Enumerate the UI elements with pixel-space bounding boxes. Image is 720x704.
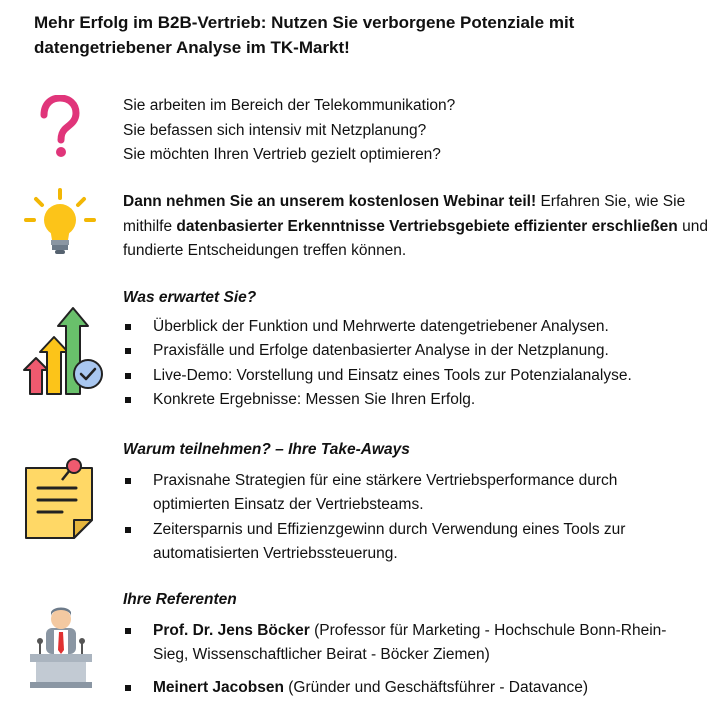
expect-list bbox=[123, 315, 713, 413]
invite-text-2: und fundierte Entscheidungen treffen können. bbox=[123, 217, 708, 259]
takeaways-heading: Warum teilnehmen? – Ihre Take-Aways bbox=[123, 441, 410, 458]
sticky-note-icon bbox=[22, 458, 98, 547]
list-item: Konkrete Ergebnisse: Messen Sie Ihren Erfolg. bbox=[123, 388, 713, 413]
expect-heading: Was erwartet Sie? bbox=[123, 289, 257, 306]
invite-text bbox=[123, 190, 713, 264]
speaker-name: Prof. Dr. Jens Böcker bbox=[153, 621, 310, 639]
speakers-list bbox=[123, 619, 713, 701]
page-title: Mehr Erfolg im B2B-Vertrieb: Nutzen Sie verborgene Potenziale mit datengetriebener Analyse im TK-Markt! bbox=[34, 13, 575, 57]
growth-chart-icon bbox=[22, 304, 106, 401]
speaker-detail: (Professor für Marketing - Hochschule Bonn-Rhein-Sieg, Wissenschaftlicher Beirat - Böcker Ziemen) bbox=[153, 621, 667, 663]
list-item: Zeitersparnis und Effizienzgewinn durch Verwendung eines Tools zur automatisierten Vertriebssteuerung. bbox=[123, 518, 703, 567]
list-item: Live-Demo: Vorstellung und Einsatz eines Tools zur Potenzialanalyse. bbox=[123, 364, 713, 389]
list-item: Überblick der Funktion und Mehrwerte datengetriebener Analysen. bbox=[123, 315, 713, 340]
takeaways-section bbox=[123, 438, 713, 567]
speaker-detail: (Gründer und Geschäftsführer - Datavance) bbox=[283, 678, 589, 696]
invite-bold-1: Dann nehmen Sie an unserem kostenlosen Webinar teil! bbox=[123, 193, 537, 210]
intro-line: Sie möchten Ihren Vertrieb gezielt optimieren? bbox=[123, 146, 441, 163]
intro-text bbox=[123, 94, 713, 168]
speakers-section bbox=[123, 588, 713, 700]
speaker-name: Meinert Jacobsen bbox=[153, 678, 284, 696]
list-item: Praxisnahe Strategien für eine stärkere Vertriebsperformance durch optimierten Einsatz der Vertriebsteams. bbox=[123, 469, 673, 518]
lightbulb-icon bbox=[24, 188, 96, 265]
invite-bold-2: datenbasierter Erkenntnisse Vertriebsgebiete effizienter erschließen bbox=[176, 217, 678, 235]
speaker-item bbox=[123, 619, 698, 668]
speaker-podium-icon bbox=[26, 606, 96, 695]
list-item: Praxisfälle und Erfolge datenbasierter Analyse in der Netzplanung. bbox=[123, 339, 713, 364]
question-mark-icon bbox=[38, 95, 82, 164]
takeaways-list bbox=[123, 469, 713, 567]
speakers-heading: Ihre Referenten bbox=[123, 591, 237, 608]
expect-section bbox=[123, 286, 713, 413]
intro-line: Sie befassen sich intensiv mit Netzplanung? bbox=[123, 121, 427, 139]
speaker-item bbox=[123, 676, 713, 701]
invite-text-1: Erfahren Sie, wie Sie mithilfe bbox=[123, 193, 686, 235]
intro-line: Sie arbeiten im Bereich der Telekommunikation? bbox=[123, 97, 456, 114]
